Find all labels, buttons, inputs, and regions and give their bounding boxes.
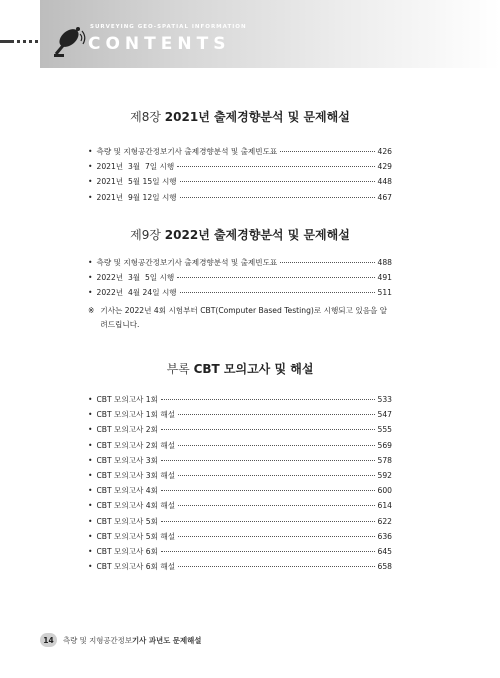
toc-entry[interactable] [88,255,392,270]
toc-entry-label: CBT 모의고사 2회 해설 [96,440,176,450]
toc-section-chapter-9 [88,226,392,301]
toc-entry-label: CBT 모의고사 1회 [96,395,158,404]
bullet: • [88,410,93,420]
bullet: • [88,177,93,187]
bullet: • [88,192,93,202]
toc-entry-page: 533 [377,395,392,404]
toc-entry[interactable] [88,407,392,422]
section-title [88,226,392,243]
toc-entry[interactable] [88,483,392,498]
toc-entry[interactable] [88,529,392,544]
header-dash-decoration [0,40,38,43]
dot-leader [161,490,375,491]
section-title-rest: 2021년 출제경향분석 및 문제해설 [164,110,350,124]
toc-entry-page: 426 [377,147,392,156]
dot-leader [161,429,375,430]
dot-leader [177,166,374,167]
toc-entry-page: 448 [377,177,392,187]
toc-section-appendix [88,360,392,574]
toc-entry-page: 622 [377,516,392,526]
bullet: • [88,162,93,172]
dot-leader [180,292,375,293]
bullet: • [88,531,93,541]
toc-entry-label: 측량 및 지형공간정보기사 출제경향분석 및 출제빈도표 [96,147,278,156]
toc-entry[interactable] [88,559,392,574]
page-footer [40,633,201,647]
dot-leader [178,414,374,415]
bullet: • [88,288,93,298]
dot-leader [180,197,375,198]
dot-leader [161,460,375,461]
toc-entry-label: CBT 모의고사 4회 해설 [96,501,176,511]
cbt-notice [88,304,394,332]
toc-entry-page: 578 [377,455,392,465]
toc-entry[interactable] [88,190,392,205]
toc-entry-page: 491 [377,273,392,283]
toc-list [88,144,392,205]
toc-entry-label: CBT 모의고사 4회 [96,486,158,496]
reference-mark: ※ [88,306,95,315]
bullet: • [88,147,93,156]
bullet: • [88,395,93,404]
toc-entry[interactable] [88,514,392,529]
toc-entry-page: 467 [377,192,392,202]
bullet: • [88,501,93,511]
toc-entry-page: 547 [377,410,392,420]
dot-leader [178,566,374,567]
toc-entry-page: 614 [377,501,392,511]
toc-entry[interactable] [88,392,392,407]
toc-entry-page: 569 [377,440,392,450]
header-title: CONTENTS [88,34,231,54]
toc-entry[interactable] [88,498,392,513]
dot-leader [161,521,375,522]
toc-entry[interactable] [88,270,392,285]
section-title [88,360,392,377]
bullet: • [88,486,93,496]
toc-list [88,255,392,301]
bullet: • [88,516,93,526]
toc-entry-label: CBT 모의고사 3회 [96,455,158,465]
toc-entry[interactable] [88,422,392,437]
toc-entry-page: 658 [377,562,392,572]
toc-section-chapter-8 [88,108,392,205]
toc-entry[interactable] [88,468,392,483]
toc-entry-page: 488 [377,258,392,267]
bullet: • [88,470,93,480]
toc-entry-label: 2022년 4월 24일 시행 [96,288,177,298]
bullet: • [88,455,93,465]
satellite-dish-icon [52,24,86,58]
toc-entry-label: CBT 모의고사 6회 [96,546,158,556]
dot-leader [161,551,375,552]
toc-entry-label: 2021년 5월 15일 시행 [96,177,177,187]
section-title [88,108,392,125]
book-title-suffix: 기사 과년도 문제해설 [131,635,202,645]
dot-leader [178,536,374,537]
notice-text: 기사는 2022년 4회 시험부터 CBT(Computer Based Testing)로 시행되고 있음을 알려드립니다. [100,306,388,329]
bullet: • [88,258,93,267]
section-title-lead: 부록 [166,362,190,376]
toc-entry-label: CBT 모의고사 6회 해설 [96,562,176,572]
book-title-prefix: 측량 및 지형공간정보 [63,635,132,645]
bullet: • [88,546,93,556]
toc-entry[interactable] [88,544,392,559]
toc-entry[interactable] [88,453,392,468]
bullet: • [88,425,93,435]
toc-entry-page: 600 [377,486,392,496]
toc-list [88,392,392,574]
toc-entry-label: 2021년 3월 7일 시행 [96,162,175,172]
dot-leader [178,445,374,446]
toc-entry[interactable] [88,438,392,453]
toc-entry-page: 636 [377,531,392,541]
toc-entry-page: 555 [377,425,392,435]
toc-entry[interactable] [88,174,392,189]
dot-leader [280,262,374,263]
toc-entry-label: CBT 모의고사 2회 [96,425,158,435]
dot-leader [177,277,374,278]
dot-leader [161,399,375,400]
header-subtitle: SURVEYING GEO-SPATIAL INFORMATION [90,24,247,30]
toc-entry-label: CBT 모의고사 5회 해설 [96,531,176,541]
toc-entry-label: 2022년 3월 5일 시행 [96,273,175,283]
toc-entry-label: 측량 및 지형공간정보기사 출제경향분석 및 출제빈도표 [96,258,278,267]
section-title-rest: CBT 모의고사 및 해설 [193,362,314,376]
section-title-rest: 2022년 출제경향분석 및 문제해설 [164,228,350,242]
bullet: • [88,273,93,283]
toc-entry-page: 511 [377,288,392,298]
dot-leader [178,475,374,476]
section-title-lead: 제8장 [130,110,161,124]
bullet: • [88,440,93,450]
section-title-lead: 제9장 [130,228,161,242]
toc-entry-page: 429 [377,162,392,172]
toc-entry[interactable] [88,144,392,159]
toc-entry[interactable] [88,159,392,174]
dot-leader [180,181,375,182]
dot-leader [178,505,374,506]
page-number: 14 [40,633,57,647]
toc-entry-page: 592 [377,470,392,480]
bullet: • [88,562,93,572]
toc-entry-label: CBT 모의고사 3회 해설 [96,470,176,480]
toc-entry[interactable] [88,285,392,300]
toc-entry-label: CBT 모의고사 1회 해설 [96,410,176,420]
toc-entry-page: 645 [377,546,392,556]
toc-entry-label: CBT 모의고사 5회 [96,516,158,526]
dot-leader [280,151,374,152]
toc-entry-label: 2021년 9월 12일 시행 [96,192,177,202]
